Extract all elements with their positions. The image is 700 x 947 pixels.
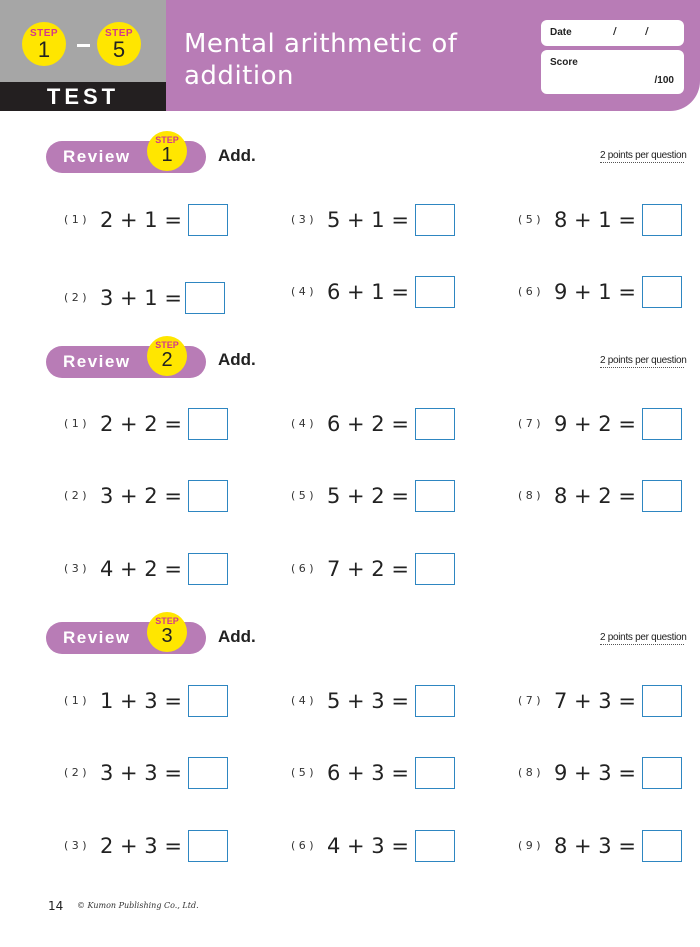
answer-box[interactable]	[415, 685, 455, 717]
instruction: Add.	[218, 350, 256, 369]
step-badge	[147, 336, 187, 376]
problem-expression: 4 + 2 =	[100, 557, 182, 581]
answer-box[interactable]	[188, 757, 228, 789]
problem-number: ( 4 )	[291, 694, 314, 707]
test-label: TEST	[46, 84, 120, 109]
date-label: Date	[550, 27, 572, 38]
instruction: Add.	[218, 146, 256, 165]
problem-number: ( 8 )	[518, 766, 541, 779]
score-field[interactable]	[541, 50, 684, 94]
problem-expression: 3 + 3 =	[100, 761, 182, 785]
answer-box[interactable]	[188, 685, 228, 717]
answer-box[interactable]	[415, 757, 455, 789]
problem-expression: 1 + 3 =	[100, 689, 182, 713]
problem-number: ( 3 )	[291, 213, 314, 226]
step-badge	[147, 131, 187, 171]
step-label: STEP	[155, 340, 179, 350]
step-label: STEP	[155, 135, 179, 145]
problem-expression: 7 + 3 =	[554, 689, 636, 713]
answer-box[interactable]	[188, 480, 228, 512]
instruction: Add.	[218, 627, 256, 646]
step-from-badge	[22, 22, 66, 66]
problem-expression: 5 + 1 =	[327, 208, 409, 232]
step-badge	[147, 612, 187, 652]
problem-expression: 9 + 1 =	[554, 280, 636, 304]
problem-expression: 4 + 3 =	[327, 834, 409, 858]
problem-expression: 3 + 1 =	[100, 286, 182, 310]
review-label: Review	[63, 628, 131, 647]
review-step-1-pill	[46, 135, 206, 173]
date-field[interactable]	[541, 20, 684, 46]
problem-number: ( 1 )	[64, 417, 87, 430]
problem-number: ( 2 )	[64, 291, 87, 304]
review-step-3-pill	[46, 616, 206, 654]
problem-number: ( 7 )	[518, 694, 541, 707]
review-label: Review	[63, 147, 131, 166]
step-range-dash	[77, 44, 90, 47]
problem-number: ( 1 )	[64, 694, 87, 707]
review-label: Review	[63, 352, 131, 371]
answer-box[interactable]	[642, 276, 682, 308]
answer-box[interactable]	[415, 276, 455, 308]
answer-box[interactable]	[188, 408, 228, 440]
answer-box[interactable]	[415, 553, 455, 585]
problem-expression: 9 + 3 =	[554, 761, 636, 785]
problem-number: ( 4 )	[291, 285, 314, 298]
problem-number: ( 8 )	[518, 489, 541, 502]
answer-box[interactable]	[642, 204, 682, 236]
problem-number: ( 6 )	[291, 839, 314, 852]
problem-number: ( 2 )	[64, 766, 87, 779]
step-from-number: 1	[37, 37, 51, 62]
answer-box[interactable]	[188, 204, 228, 236]
answer-box[interactable]	[188, 830, 228, 862]
problem-number: ( 4 )	[291, 417, 314, 430]
review-step-2-pill	[46, 340, 206, 378]
points-note: 2 points per question	[600, 632, 687, 643]
score-total: /100	[654, 75, 674, 86]
problem-number: ( 3 )	[64, 839, 87, 852]
problem-number: ( 9 )	[518, 839, 541, 852]
problem-expression: 6 + 3 =	[327, 761, 409, 785]
answer-box[interactable]	[415, 480, 455, 512]
problem-number: ( 5 )	[291, 766, 314, 779]
answer-box[interactable]	[415, 204, 455, 236]
date-separator: /	[613, 26, 617, 37]
points-note: 2 points per question	[600, 355, 687, 366]
problem-expression: 8 + 2 =	[554, 484, 636, 508]
answer-box[interactable]	[642, 685, 682, 717]
problem-number: ( 2 )	[64, 489, 87, 502]
answer-box[interactable]	[188, 553, 228, 585]
date-separator: /	[645, 26, 649, 37]
problem-number: ( 3 )	[64, 562, 87, 575]
step-to-label: STEP	[104, 28, 134, 39]
answer-box[interactable]	[185, 282, 225, 314]
answer-box[interactable]	[415, 830, 455, 862]
step-from-label: STEP	[29, 28, 59, 39]
answer-box[interactable]	[642, 480, 682, 512]
problem-number: ( 6 )	[518, 285, 541, 298]
problem-expression: 6 + 1 =	[327, 280, 409, 304]
step-number: 3	[161, 625, 173, 647]
answer-box[interactable]	[415, 408, 455, 440]
copyright: © Kumon Publishing Co., Ltd.	[77, 901, 199, 910]
answer-box[interactable]	[642, 830, 682, 862]
problem-number: ( 5 )	[518, 213, 541, 226]
problem-expression: 6 + 2 =	[327, 412, 409, 436]
step-to-badge	[97, 22, 141, 66]
step-label: STEP	[155, 616, 179, 626]
problem-expression: 5 + 2 =	[327, 484, 409, 508]
problem-expression: 8 + 1 =	[554, 208, 636, 232]
problem-expression: 2 + 3 =	[100, 834, 182, 858]
problem-expression: 8 + 3 =	[554, 834, 636, 858]
page-title: Mental arithmetic of addition	[184, 29, 458, 91]
problem-expression: 3 + 2 =	[100, 484, 182, 508]
answer-box[interactable]	[642, 757, 682, 789]
problem-number: ( 6 )	[291, 562, 314, 575]
step-number: 1	[161, 144, 173, 166]
step-number: 2	[161, 349, 173, 371]
problem-number: ( 5 )	[291, 489, 314, 502]
problem-expression: 2 + 2 =	[100, 412, 182, 436]
problem-expression: 5 + 3 =	[327, 689, 409, 713]
points-note: 2 points per question	[600, 150, 687, 161]
score-label: Score	[550, 57, 578, 68]
page-number: 14	[48, 899, 64, 913]
answer-box[interactable]	[642, 408, 682, 440]
problem-expression: 7 + 2 =	[327, 557, 409, 581]
problem-expression: 9 + 2 =	[554, 412, 636, 436]
problem-number: ( 7 )	[518, 417, 541, 430]
problem-expression: 2 + 1 =	[100, 208, 182, 232]
step-to-number: 5	[112, 37, 126, 62]
problem-number: ( 1 )	[64, 213, 87, 226]
